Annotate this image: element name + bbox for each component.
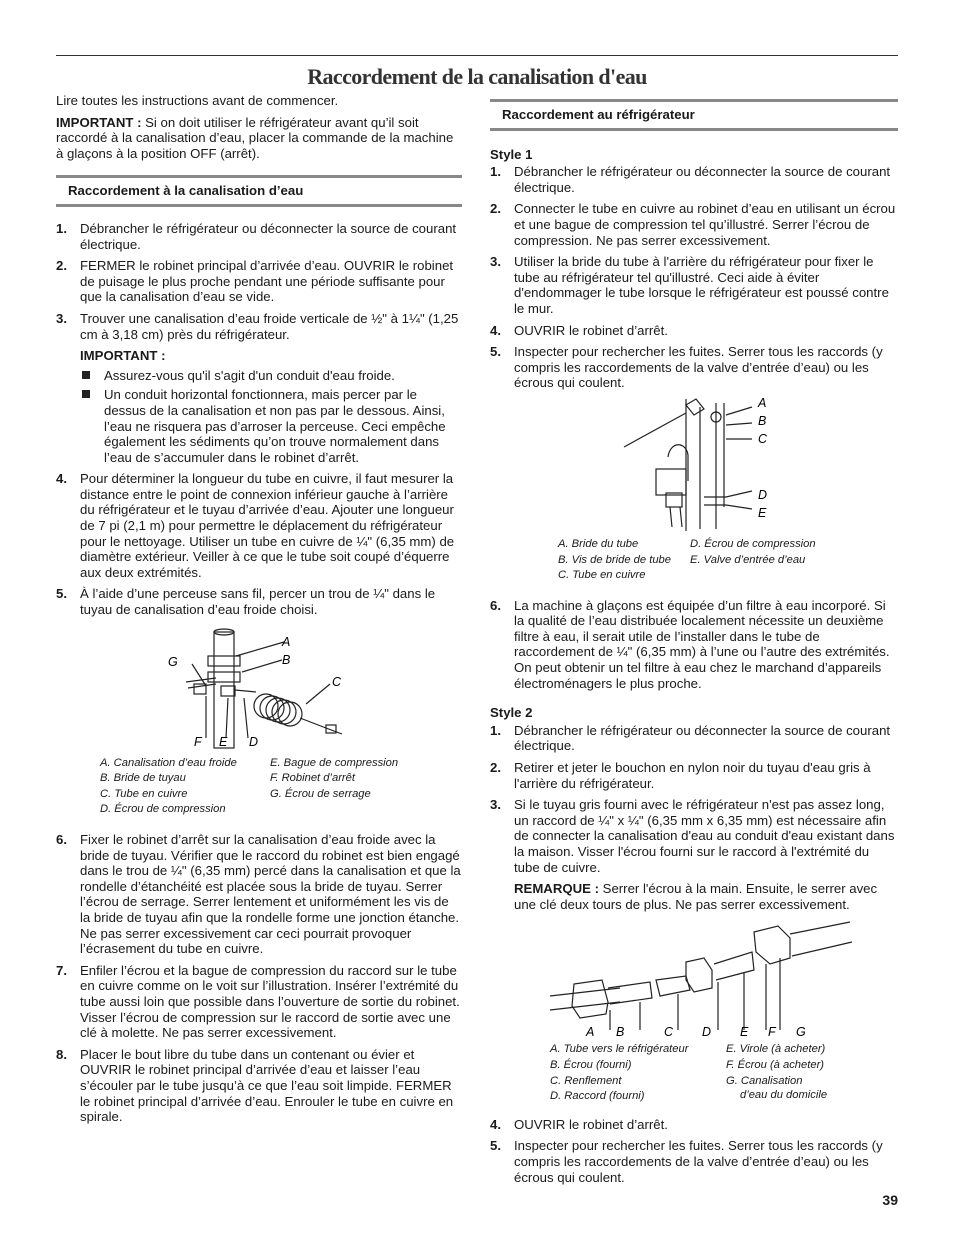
water-line-steps bbox=[56, 221, 462, 618]
list-item bbox=[490, 254, 898, 316]
bullet-text: Un conduit horizontal fonctionnera, mais percer par le dessus de la canalisation et non pas par le dessous. Ainsi, l’eau ne risquera pas d’arroser la perceuse. Ceci empêche également les sédiments qu’on trouve normalement dans l’eau de s’accumuler dans le robinet d’arrêt. bbox=[104, 387, 446, 465]
step-number: 2. bbox=[490, 201, 501, 217]
figure-label-B: B bbox=[758, 413, 767, 428]
caption-line: G. Écrou de serrage bbox=[270, 787, 371, 800]
caption-line: F. Robinet d’arrêt bbox=[270, 772, 355, 785]
step-text: La machine à glaçons est équipée d’un filtre à eau incorporé. Si la qualité de l’eau distribuée localement nécessite un deuxième filtre à eau, il serait utile de l’installer dans le tube de raccordement de ¼" (6,35 mm) à l’une ou l’autre des extrémités. On peut obtenir un tel filtre à eau chez le marchand d’appareils électroménagers le plus proche. bbox=[514, 597, 890, 691]
caption-line: A. Bride du tube bbox=[558, 537, 639, 550]
caption-column bbox=[550, 1042, 726, 1104]
figure-label-C: C bbox=[332, 674, 342, 689]
fitting-illustration bbox=[490, 918, 898, 1038]
remarque-label: REMARQUE : bbox=[514, 881, 599, 897]
caption-line: B. Vis de bride de tube bbox=[558, 553, 671, 566]
top-rule bbox=[56, 55, 898, 56]
step-text: OUVRIR le robinet d’arrêt. bbox=[514, 322, 668, 338]
figure-label-F: F bbox=[768, 1025, 776, 1039]
caption-line: B. Écrou (fourni) bbox=[550, 1058, 632, 1071]
caption-line: D. Raccord (fourni) bbox=[550, 1090, 645, 1103]
step-text: Trouver une canalisation d’eau froide verticale de ½" à 1¼" (1,25 cm à 3,18 cm) près du réfrigérateur. bbox=[80, 310, 459, 342]
step-number: 6. bbox=[490, 597, 501, 613]
important-label: IMPORTANT : bbox=[56, 114, 142, 130]
square-bullet-icon bbox=[82, 390, 90, 398]
list-item bbox=[56, 258, 462, 305]
step-text: Retirer et jeter le bouchon en nylon noir du tuyau d'eau gris à l'arrière du réfrigérateur. bbox=[514, 760, 871, 791]
list-item bbox=[490, 323, 898, 339]
caption-line: G. Canalisation bbox=[726, 1074, 803, 1087]
step-number: 7. bbox=[56, 962, 67, 978]
figure-label-F: F bbox=[194, 734, 202, 749]
caption-line: E. Virole (à acheter) bbox=[726, 1043, 826, 1056]
style1-steps bbox=[490, 164, 898, 391]
style1-steps-continued bbox=[490, 598, 898, 692]
step-number: 4. bbox=[56, 471, 67, 487]
figure-label-G: G bbox=[796, 1025, 806, 1039]
caption-line: E. Valve d’entrée d’eau bbox=[690, 553, 806, 566]
list-item bbox=[490, 1117, 898, 1133]
important-note bbox=[56, 115, 462, 162]
figure-caption bbox=[558, 537, 898, 584]
list-item bbox=[490, 598, 898, 692]
shutoff-valve-illustration bbox=[56, 626, 462, 752]
step-text: Débrancher le réfrigérateur ou déconnecter la source de courant électrique. bbox=[80, 220, 457, 252]
figure-label-B: B bbox=[616, 1025, 625, 1039]
caption-column bbox=[726, 1042, 827, 1104]
caption-line: A. Canalisation d’eau froide bbox=[100, 756, 237, 769]
remarque-text: Serrer l'écrou à la main. Ensuite, le serrer avec une clé deux tours de plus. Ne pas serrer excessivement. bbox=[514, 881, 878, 912]
caption-line: D. Écrou de compression bbox=[100, 803, 226, 816]
caption-column bbox=[558, 537, 690, 584]
list-item bbox=[56, 963, 462, 1041]
step-number: 2. bbox=[56, 258, 67, 274]
list-item bbox=[490, 723, 898, 754]
step-text: Pour déterminer la longueur du tube en cuivre, il faut mesurer la distance entre le point de connexion inférieur gauche à l’arrière du réfrigérateur et le tuyau d’arrivée d’eau. Ajouter une longueur de 7 pi (2,1 m) pour permettre le déplacement du réfrigérateur pour le nettoyage. Utiliser un tube en cuivre de ¼" (6,35 mm) de diamètre extérieur. Veiller à ce que le tube soit coupé d’équerre aux deux extrémités. bbox=[80, 471, 455, 580]
bullet-item bbox=[80, 368, 462, 384]
list-item bbox=[490, 201, 898, 248]
step-number: 3. bbox=[490, 254, 501, 270]
step-number: 1. bbox=[490, 722, 501, 738]
figure-label-D: D bbox=[249, 734, 259, 749]
figure-label-E: E bbox=[758, 505, 767, 520]
figure-label-G: G bbox=[168, 654, 178, 669]
step-text: Connecter le tube en cuivre au robinet d’eau en utilisant un écrou et une bague de compression tel qu’illustré. Serrer l’écrou de compression. Ne pas serrer excessivement. bbox=[514, 201, 896, 248]
fitting-figure bbox=[490, 918, 898, 1038]
step-text: À l’aide d’une perceuse sans fil, percer un trou de ¼" dans le tuyau de canalisation d’eau froide choisi. bbox=[80, 586, 436, 618]
list-item bbox=[490, 797, 898, 912]
figure-label-E: E bbox=[740, 1025, 749, 1039]
style1-heading: Style 1 bbox=[490, 146, 533, 162]
step-text: Inspecter pour rechercher les fuites. Serrer tous les raccords (y compris les raccordements de la valve d’entrée d’eau) ou les écrous qui coulent. bbox=[514, 1138, 883, 1185]
figure-label-B: B bbox=[282, 652, 291, 667]
step-text: FERMER le robinet principal d’arrivée d’eau. OUVRIR le robinet de puisage le plus proche pendant une période suffisante pour que la canalisation d’eau se vide. bbox=[80, 258, 454, 305]
step-text: Enfiler l’écrou et la bague de compression du raccord sur le tube en cuivre comme on le voit sur l’illustration. Insérer l’extrémité du tube aussi loin que possible dans l’ouverture de sortie du robinet. Visser l’écrou de compression sur le raccord de sortie avec une clé à molette. Ne pas serrer excessivement. bbox=[80, 962, 460, 1041]
figure-caption bbox=[100, 756, 462, 818]
figure-label-E: E bbox=[219, 734, 228, 749]
list-item bbox=[56, 311, 462, 465]
right-column bbox=[490, 99, 898, 1191]
step-number: 5. bbox=[490, 1138, 501, 1154]
caption-line: D. Écrou de compression bbox=[690, 537, 816, 550]
figure-label-A: A bbox=[586, 1025, 595, 1039]
caption-line: E. Bague de compression bbox=[270, 756, 399, 769]
figure-caption bbox=[550, 1042, 898, 1104]
step-number: 6. bbox=[56, 832, 67, 847]
page-number: 39 bbox=[882, 1192, 898, 1208]
step-text: OUVRIR le robinet d’arrêt. bbox=[514, 1116, 668, 1132]
caption-line: B. Bride de tuyau bbox=[100, 772, 186, 785]
figure-label-C: C bbox=[664, 1025, 674, 1039]
step3-bullets bbox=[80, 368, 462, 466]
step3-important-label: IMPORTANT : bbox=[80, 348, 166, 364]
step-number: 2. bbox=[490, 760, 501, 776]
step-number: 8. bbox=[56, 1046, 67, 1062]
important-text: Si on doit utiliser le réfrigérateur avant qu’il soit raccordé à la canalisation d’eau, placer la commande de la machine à glaçons à la position OFF (arrêt). bbox=[56, 114, 454, 161]
figure-label-A: A bbox=[282, 634, 291, 649]
caption-line: C. Renflement bbox=[550, 1074, 622, 1087]
step-number: 3. bbox=[490, 797, 501, 813]
style2-heading: Style 2 bbox=[490, 705, 533, 721]
bullet-item bbox=[80, 387, 462, 465]
remarque-note bbox=[514, 881, 898, 912]
figure-label-D: D bbox=[758, 487, 768, 502]
caption-line: A. Tube vers le réfrigérateur bbox=[550, 1043, 689, 1056]
caption-line: C. Tube en cuivre bbox=[558, 569, 646, 582]
intro-text: Lire toutes les instructions avant de commencer. bbox=[56, 93, 339, 108]
step-text: Débrancher le réfrigérateur ou déconnecter la source de courant électrique. bbox=[514, 164, 891, 195]
style2-steps-continued bbox=[490, 1117, 898, 1185]
section-heading-refrigerator: Raccordement au réfrigérateur bbox=[490, 99, 898, 131]
list-item bbox=[490, 344, 898, 391]
list-item bbox=[490, 760, 898, 791]
list-item bbox=[56, 586, 462, 617]
caption-column bbox=[270, 756, 398, 818]
step-text: Utiliser la bride du tube à l'arrière du réfrigérateur pour fixer le tube au réfrigérateur tel qu'illustré. Ceci aide à éviter d'endommager le tube lorsque le réfrigérateur est poussé contre le mur. bbox=[514, 254, 889, 316]
step-text: Débrancher le réfrigérateur ou déconnecter la source de courant électrique. bbox=[514, 722, 891, 754]
water-valve-illustration bbox=[490, 397, 898, 535]
step-text: Si le tuyau gris fourni avec le réfrigérateur n'est pas assez long, un raccord de ¼" x ¼" (6,35 mm x 6,35 mm) est nécessaire afin de connecter la canalisation d'eau au conduit d'eau existant dans la maison. Visser l'écrou fourni sur le raccord à l'extrémité du tube de cuivre. bbox=[514, 797, 895, 875]
water-valve-figure bbox=[490, 397, 898, 535]
step-number: 4. bbox=[490, 322, 501, 338]
list-item bbox=[56, 832, 462, 957]
list-item bbox=[490, 1138, 898, 1185]
step-number: 1. bbox=[490, 164, 501, 180]
caption-line: C. Tube en cuivre bbox=[100, 787, 188, 800]
bullet-text: Assurez-vous qu'il s'agit d'un conduit d'eau froide. bbox=[104, 367, 395, 383]
step-text: Placer le bout libre du tube dans un contenant ou évier et OUVRIR le robinet principal d’arrivée d’eau et laisser l’eau s’écouler par le tube jusqu’à ce que l’eau soit limpide. FERMER le robinet principal d’arrivée d’eau. Enrouler le tube en cuivre en spirale. bbox=[80, 1046, 454, 1125]
step-number: 4. bbox=[490, 1116, 501, 1132]
shutoff-valve-figure bbox=[56, 626, 462, 752]
water-line-steps-continued bbox=[56, 832, 462, 1125]
figure-label-A: A bbox=[758, 396, 767, 410]
step-number: 3. bbox=[56, 310, 67, 326]
style2-steps bbox=[490, 723, 898, 913]
step-number: 5. bbox=[490, 344, 501, 360]
section-heading-water-line: Raccordement à la canalisation d’eau bbox=[56, 175, 462, 207]
step-number: 1. bbox=[56, 220, 67, 236]
step-text: Fixer le robinet d’arrêt sur la canalisation d’eau froide avec la bride de tuyau. Vérifier que le raccord du robinet est bien engagé dans le trou de ¼" (6,35 mm) percé dans la canalisation et que la rondelle d’étanchéité est placée sous la bride de tuyau. Serrer l’écrou de serrage. Serrer lentement et uniformément les vis de la bride de tuyau afin que la rondelle forme une jonction étanche. Ne pas serrer excessivement car ceci pourrait provoquer l’écrasement du tube en cuivre. bbox=[80, 832, 461, 957]
step-text: Inspecter pour rechercher les fuites. Serrer tous les raccords (y compris les raccordements de la valve d’entrée d’eau) ou les écrous qui coulent. bbox=[514, 344, 883, 391]
caption-column bbox=[100, 756, 270, 818]
list-item bbox=[56, 1047, 462, 1125]
caption-line: F. Écrou (à acheter) bbox=[726, 1058, 825, 1071]
caption-line: d’eau du domicile bbox=[740, 1089, 828, 1102]
square-bullet-icon bbox=[82, 371, 90, 379]
list-item bbox=[56, 221, 462, 252]
left-column bbox=[56, 93, 462, 1131]
figure-label-D: D bbox=[702, 1025, 712, 1039]
list-item bbox=[56, 471, 462, 580]
caption-column bbox=[690, 537, 816, 584]
list-item bbox=[490, 164, 898, 195]
step-number: 5. bbox=[56, 586, 67, 602]
page-title: Raccordement de la canalisation d'eau bbox=[307, 64, 647, 89]
figure-label-C: C bbox=[758, 431, 768, 446]
